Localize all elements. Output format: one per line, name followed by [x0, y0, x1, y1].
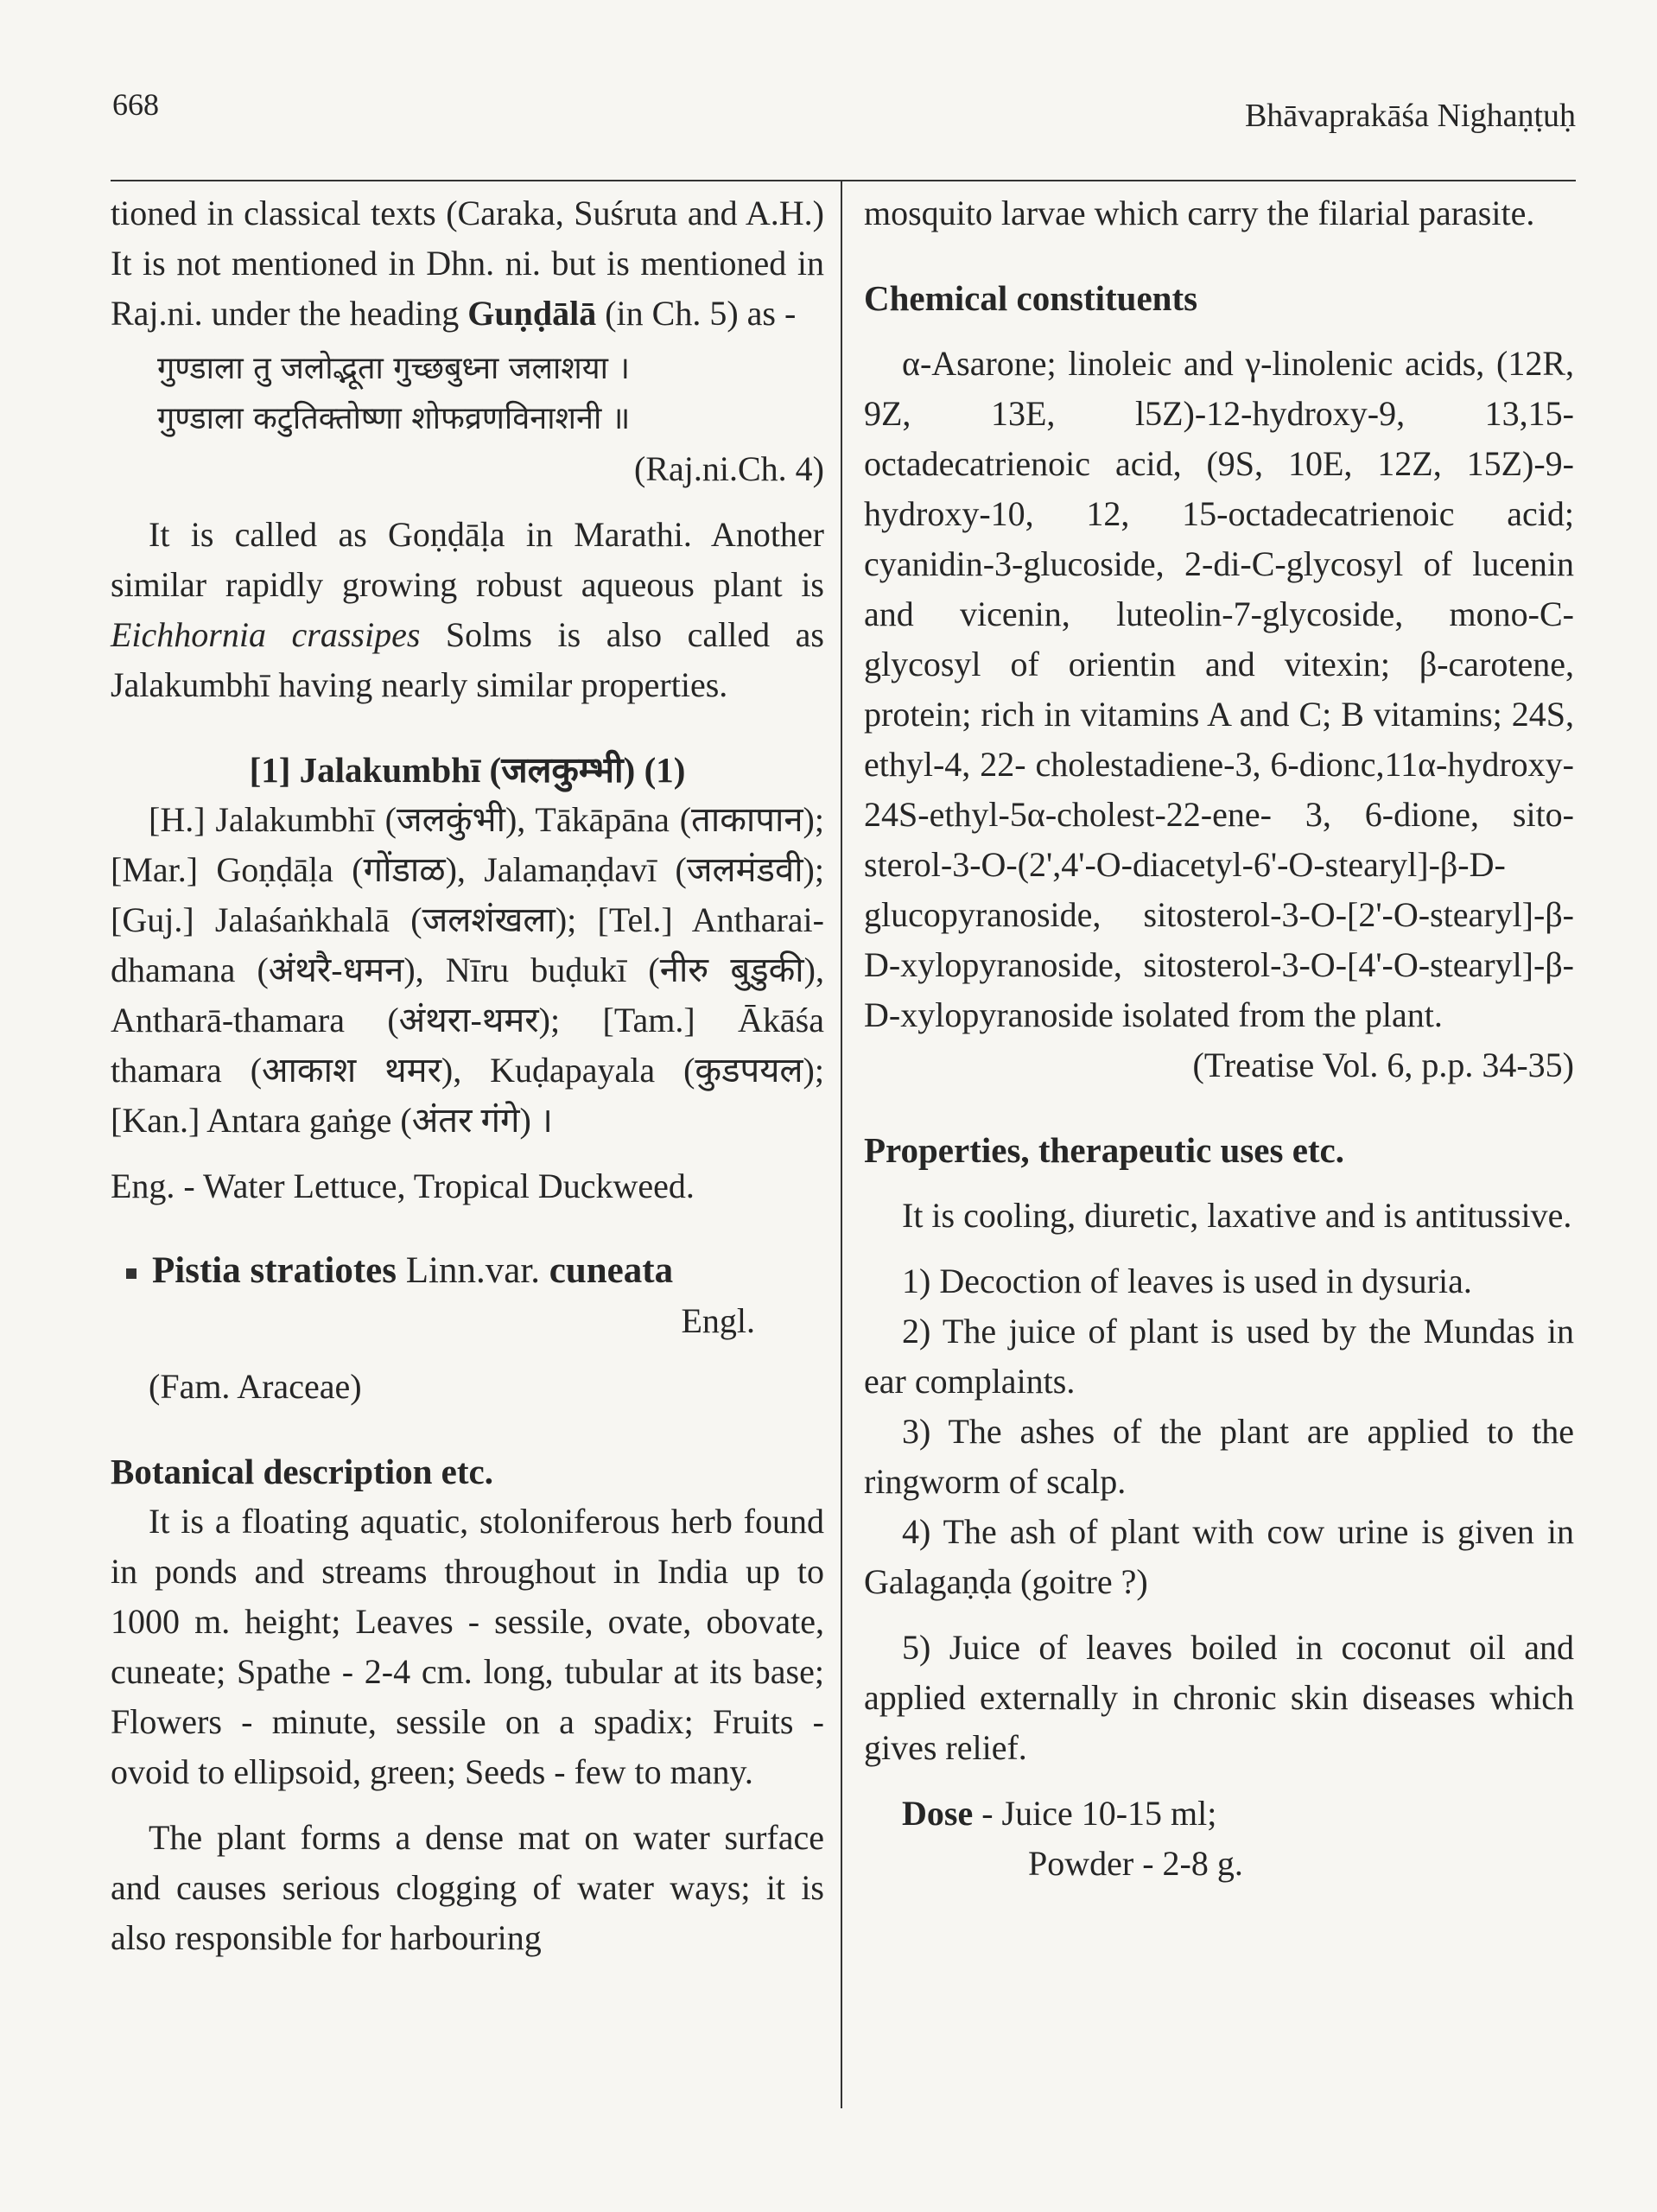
use-item: 1) Decoction of leaves is used in dysuria. — [902, 1262, 1472, 1300]
left-column — [111, 188, 824, 1963]
sanskrit-verse — [111, 344, 824, 444]
section-heading: [1] Jalakumbhī (जलकुम्भी) (1) — [249, 750, 686, 790]
chemical-heading: Chemical constituents — [864, 278, 1198, 318]
continuation-paragraph: mosquito larvae which carry the filarial parasite. — [864, 194, 1535, 232]
intro-paragraph — [111, 188, 824, 339]
species-variety: cuneata — [549, 1250, 674, 1291]
properties-heading: Properties, therapeutic uses etc. — [864, 1130, 1345, 1170]
verse-line-2: गुण्डाला कटुतिक्तोष्णा शोफव्रणविनाशनी ॥ — [157, 401, 631, 436]
dose-juice: - Juice 10-15 ml; — [973, 1794, 1217, 1833]
botanical-description: It is a floating aquatic, stoloniferous herb found in ponds and streams throughout in India up to 1000 m. height; Leaves - sessile, ovate, obovate, cuneate; Spathe - 2-4 cm. long, tubular at its base; Flowers - minute, sessile on a spadix; Fruits - ovoid to ellipsoid, green; Seeds - few to many. — [111, 1502, 824, 1791]
species-genus: Pistia stratiotes — [152, 1250, 397, 1291]
use-item: 5) Juice of leaves boiled in coconut oil and applied externally in chronic skin diseases which gives relief. — [864, 1628, 1574, 1767]
running-title: Bhāvaprakāśa Nighaṇṭuḥ — [1244, 98, 1576, 134]
intro-text: tioned in classical texts (Caraka, Suśruta and A.H.) It is not mentioned in Dhn. ni. but is mentioned in Raj.ni. under the heading — [111, 194, 824, 333]
verse-reference: (Raj.ni.Ch. 4) — [634, 449, 824, 488]
column-divider — [841, 180, 842, 2108]
para-1-end: Solms is also called as Jalakumbhī having nearly similar properties. — [111, 615, 824, 704]
header-rule — [111, 180, 1576, 181]
page-number: 668 — [112, 87, 159, 122]
dose-label: Dose — [902, 1794, 974, 1833]
use-item: 2) The juice of plant is used by the Mundas in ear complaints. — [864, 1312, 1574, 1401]
family-name: (Fam. Araceae) — [149, 1367, 362, 1406]
para-1-italic: Eichhornia crassipes — [111, 615, 421, 654]
species-name — [111, 1246, 824, 1296]
use-item: 4) The ash of plant with cow urine is given in Galagaṇḍa (goitre ?) — [864, 1512, 1574, 1601]
dose-line — [864, 1789, 1574, 1839]
para-1-text: It is called as Goṇḍāḷa in Marathi. Another similar rapidly growing robust aqueous plant is — [111, 515, 824, 604]
intro-end-text: (in Ch. 5) as - — [596, 294, 797, 333]
english-name: Eng. - Water Lettuce, Tropical Duckweed. — [111, 1166, 695, 1205]
botanical-heading: Botanical description etc. — [111, 1452, 493, 1491]
bullet-icon — [126, 1268, 136, 1279]
properties-intro: It is cooling, diuretic, laxative and is antitussive. — [902, 1196, 1572, 1235]
species-author: Engl. — [681, 1301, 755, 1340]
dose-powder: Powder - 2-8 g. — [1028, 1844, 1243, 1883]
chemical-reference: (Treatise Vol. 6, p.p. 34-35) — [1192, 1046, 1574, 1084]
intro-bold-term: Guṇḍālā — [467, 294, 597, 333]
use-item: 3) The ashes of the plant are applied to the ringworm of scalp. — [864, 1412, 1574, 1501]
right-column — [864, 188, 1574, 1889]
verse-line-1: गुण्डाला तु जलोद्भूता गुच्छबुध्ना जलाशया । — [157, 351, 631, 386]
vernacular-names: [H.] Jalakumbhī (जलकुंभी), Tākāpāna (ताकापान); [Mar.] Goṇḍāḷa (गोंडाळ), Jalamaṇḍavī (जलमंडवी); [Guj.] Jalaśaṅkhalā (जलशंखला); [Tel.] Antharai-dhamana (अंथरै-धमन), Nīru buḍukī (नीरु बुडुकी), Antharā-thamara (अंथरा-थमर); [Tam.] Ākāśa thamara (आकाश थमर), Kuḍapayala (कुडपयल); [Kan.] Antara gaṅge (अंतर गंगे) । — [111, 800, 824, 1140]
chemical-constituents: α-Asarone; linoleic and γ-linolenic acids, (12R, 9Z, 13E, l5Z)-12-hydroxy-9, 13,15-octadecatrienoic acid, (9S, 10E, 12Z, 15Z)-9-hydroxy-10, 12, 15-octadecatrienoic acid; cyanidin-3-glucoside, 2-di-C-glycosyl of lucenin and vicenin, luteolin-7-glycoside, mono-C-glycosyl of orientin and vitexin; β-carotene, protein; rich in vitamins A and C; B vitamins; 24S, ethyl-4, 22- cholestadiene-3, 6-dionc,11α-hydroxy-24S-ethyl-5α-cholest-22-ene- 3, 6-dione, sito-sterol-3-O-(2',4'-O-diacetyl-6'-O-stearyl]-β-D-glucopyranoside, sitosterol-3-O-[2'-O-stearyl]-β-D-xylopyranoside, sitosterol-3-O-[4'-O-stearyl]-β-D-xylopyranoside isolated from the plant. — [864, 344, 1574, 1034]
species-mid: Linn.var. — [397, 1250, 549, 1291]
ecology-paragraph: The plant forms a dense mat on water surface and causes serious clogging of water ways; it is also responsible for harbouring — [111, 1818, 824, 1957]
marathi-name-paragraph — [111, 510, 824, 710]
